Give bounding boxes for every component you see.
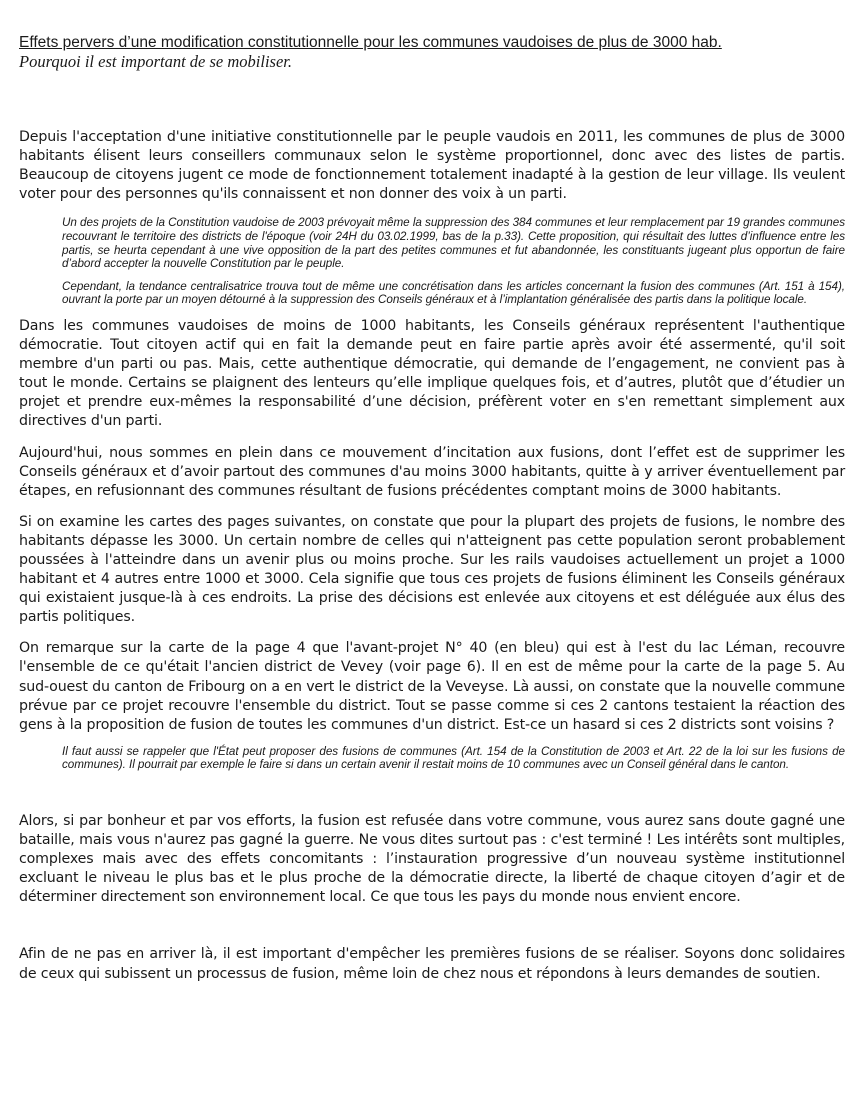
paragraph-bataille: Alors, si par bonheur et par vos efforts, la fusion est refusée dans votre commune, vous aurez sans doute gagné une bataille, mais vous n'aurez pas gagné la guerre. Ne vous dites surtout pas : c'est terminé ! Les intérêts sont multiples, complexes mais avec des effets concomitants : l’instauration progressive d’un nouveau système institutionnel excluant le niveau le plus bas et le plus proche de la démocratie directe, la liberté de chaque citoyen d’agir et de déterminer directement son environnement local. Ce que tous les pays du monde nous envient encore. — [19, 813, 845, 906]
paragraph-intro: Depuis l'acceptation d'une initiative constitutionnelle par le peuple vaudois en 2011, les communes de plus de 3000 habitants élisent leurs conseillers communaux selon le système proportionnel, donc avec des listes de partis. Beaucoup de citoyens jugent ce mode de fonctionnement totalement inadapté à la gestion de leur village. Ils veulent voter pour des personnes qu'ils connaissent et non donner des voix à un parti. — [19, 129, 845, 203]
document-subtitle: Pourquoi il est important de se mobiliser. — [19, 52, 293, 71]
paragraph-solidarite: Afin de ne pas en arriver là, il est important d'empêcher les premières fusions de se réaliser. Soyons donc solidaires de ceux qui subissent un processus de fusion, même loin de chez nous et répondons à leurs demandes de soutien. — [19, 946, 845, 982]
paragraph-incitation-fusions: Aujourd'hui, nous sommes en plein dans ce mouvement d’incitation aux fusions, dont l’effet est de supprimer les Conseils généraux et d’avoir partout des communes d'au moins 3000 habitants, quitte à y arriver éventuellement par étapes, en refusionnant des communes résultant de fusions précédentes comptant moins de 3000 habitants. — [19, 444, 845, 499]
paragraph-districts: On remarque sur la carte de la page 4 que l'avant-projet N° 40 (en bleu) qui est à l'est du lac Léman, recouvre l'ensemble de ce qu'était l'ancien district de Vevey (voir page 6). Il en est de même pour la carte de la page 5. Au sud-ouest du canton de Fribourg on a en vert le district de la Veveyse. Là aussi, on constate que la nouvelle commune prévue par ce projet recouvre l'ensemble du district. Tout se passe comme si ces 2 cantons testaient la réaction des gens à la proposition de fusion de toutes les communes d'un district. Est-ce un hasard si ces 2 districts sont voisins ? — [19, 640, 845, 733]
paragraph-conseils-generaux: Dans les communes vaudoises de moins de 1000 habitants, les Conseils généraux représentent l'authentique démocratie. Tout citoyen actif qui en fait la demande peut en faire partie après avoir été assermenté, qu'il soit membre d'un parti ou pas. Mais, cette authentique démocratie, qui demande de l’engagement, ne convient pas à tout le monde. Certains se plaignent des lenteurs qu’elle implique quelques fois, et d’autres, plutôt que d’étudier un projet et prendre eux-mêmes la responsabilité d’une décision, préfèrent voter en s'en remettant simplement aux directives d'un parti. — [19, 317, 845, 430]
paragraph-cartes: Si on examine les cartes des pages suivantes, on constate que pour la plupart des projets de fusions, le nombre des habitants dépasse les 3000. Un certain nombre de celles qui n'atteignent pas cette population seront probablement poussées à l'atteindre dans un avenir plus ou moins proche. Sur les rails vaudoises actuellement un projet a 1000 habitant et 4 autres entre 1000 et 3000. Cela signifie que tous ces projets de fusions éliminent les Conseils généraux qui existaient jusque-là à ces endroits. La prise des décisions est enlevée aux citoyens et est déléguée aux élus des partis politiques. — [19, 513, 845, 626]
note-constitution-2003: Un des projets de la Constitution vaudoise de 2003 prévoyait même la suppression des 384 communes et leur remplacement par 19 grandes communes recouvrant le territoire des districts de l'époque (voir 24H du 03.02.1999, bas de la p.33). Cette proposition, qui résultait des luttes d’influence entre les partis, se heurta cependant à une vive opposition de la part des petites communes et fut abandonnée, les constituants jugeant plus opportun de faire d’abord accepter la nouvelle Constitution par le peuple. — [62, 216, 845, 271]
document-page — [19, 33, 845, 984]
note-etat-fusions: Il faut aussi se rappeler que l'État peut proposer des fusions de communes (Art. 154 de la Constitution de 2003 et Art. 22 de la loi sur les fusions de communes). Il pourrait par exemple le faire si dans un certain avenir il restait moins de 10 communes avec un Conseil général dans le canton. — [62, 744, 845, 772]
document-title: Effets pervers d’une modification constitutionnelle pour les communes vaudoises de plus de 3000 hab. — [19, 34, 722, 51]
note-centralisation: Cependant, la tendance centralisatrice trouva tout de même une concrétisation dans les articles concernant la fusion des communes (Art. 151 à 154), ouvrant la porte par un moyen détourné à la suppression des Conseils généraux et à l’implantation généralisée des partis dans la politique locale. — [62, 279, 845, 307]
